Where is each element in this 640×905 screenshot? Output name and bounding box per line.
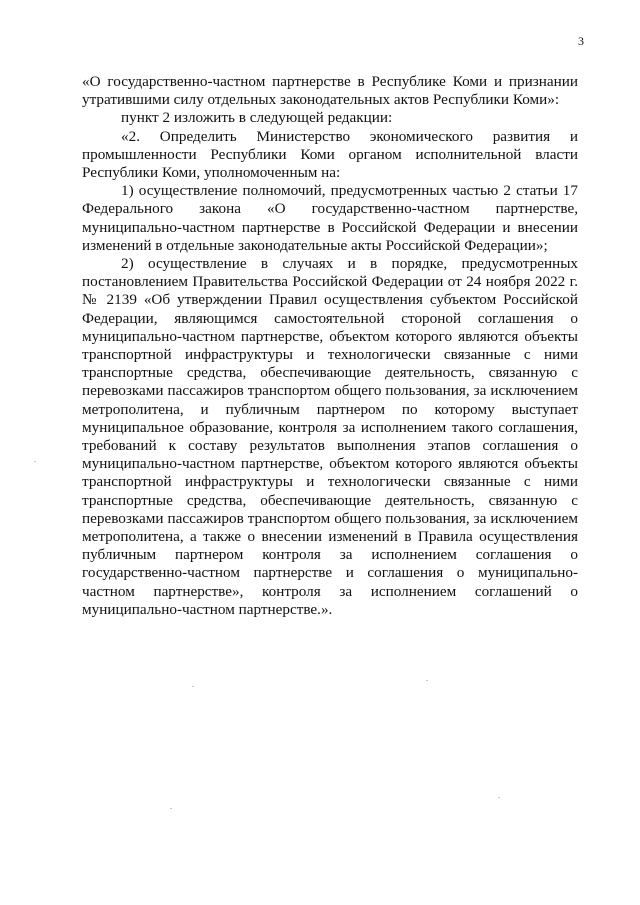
scan-speck [426, 680, 428, 681]
text-line: 2) осуществление в случаях и в порядке, предусмотренных [121, 255, 578, 273]
text-line: транспортные средства, обеспечивающие деятельность, связанную с [82, 491, 578, 509]
text-line: перевозками пассажиров транспортом общего пользования, за исключением [82, 382, 578, 400]
text-line: муниципально-частном партнерстве.». [82, 600, 333, 618]
scan-speck [498, 797, 500, 798]
text-line: метрополитена, а также о внесении изменений в Правила осуществления [82, 528, 578, 546]
text-line: муниципально-частном партнерстве в Российской Федерации и внесении [82, 218, 578, 236]
text-line: изменений в отдельные законодательные акты Российской Федерации»; [82, 236, 548, 254]
text-line: муниципально-частном партнерстве, объектом которого являются объекты [82, 455, 578, 473]
text-line: № 2139 «Об утверждении Правил осуществления субъектом Российской [82, 291, 578, 309]
text-line: утратившими силу отдельных законодательных актов Республики Коми»: [82, 91, 560, 109]
text-line: транспортной инфраструктуры и технологически связанные с ними [82, 473, 578, 491]
text-line: метрополитена, и публичным партнером по которому выступает [82, 400, 578, 418]
text-line: транспортные средства, обеспечивающие деятельность, связанную с [82, 364, 578, 382]
scan-speck [34, 461, 36, 462]
text-line: перевозками пассажиров транспортом общего пользования, за исключением [82, 509, 578, 527]
text-line: муниципальное образование, контроля за исполнением такого соглашения, [82, 418, 578, 436]
text-line: муниципально-частном партнерстве, объектом которого являются объекты [82, 327, 578, 345]
scan-speck [192, 686, 194, 687]
page-number: 3 [578, 34, 584, 48]
text-line: «О государственно-частном партнерстве в Республике Коми и признании [82, 73, 578, 90]
text-line: транспортной инфраструктуры и технологически связанные с ними [82, 346, 578, 364]
text-line: постановлением Правительства Российской Федерации от 24 ноября 2022 г. [82, 273, 578, 291]
text-line: частном партнерстве», контроля за исполнением соглашений о [82, 582, 578, 600]
text-line: государственно-частном партнерстве и соглашения о муниципально- [82, 564, 578, 582]
text-line: пункт 2 изложить в следующей редакции: [121, 109, 393, 127]
text-line: Федерации, являющимся самостоятельной стороной соглашения о [82, 309, 578, 327]
text-line: публичным партнером контроля за исполнением соглашения о [82, 546, 578, 564]
text-line: требований к составу результатов выполнения этапов соглашения о [82, 437, 578, 455]
text-line: 1) осуществление полномочий, предусмотренных частью 2 статьи 17 [121, 182, 578, 200]
scan-speck [170, 808, 172, 809]
text-line: Федерального закона «О государственно-частном партнерстве, [82, 200, 578, 218]
text-line: Республики Коми, уполномоченным на: [82, 164, 341, 182]
document-body [82, 73, 578, 619]
text-line: промышленности Республики Коми органом исполнительной власти [82, 145, 578, 163]
text-line: «2. Определить Министерство экономического развития и [121, 127, 578, 145]
